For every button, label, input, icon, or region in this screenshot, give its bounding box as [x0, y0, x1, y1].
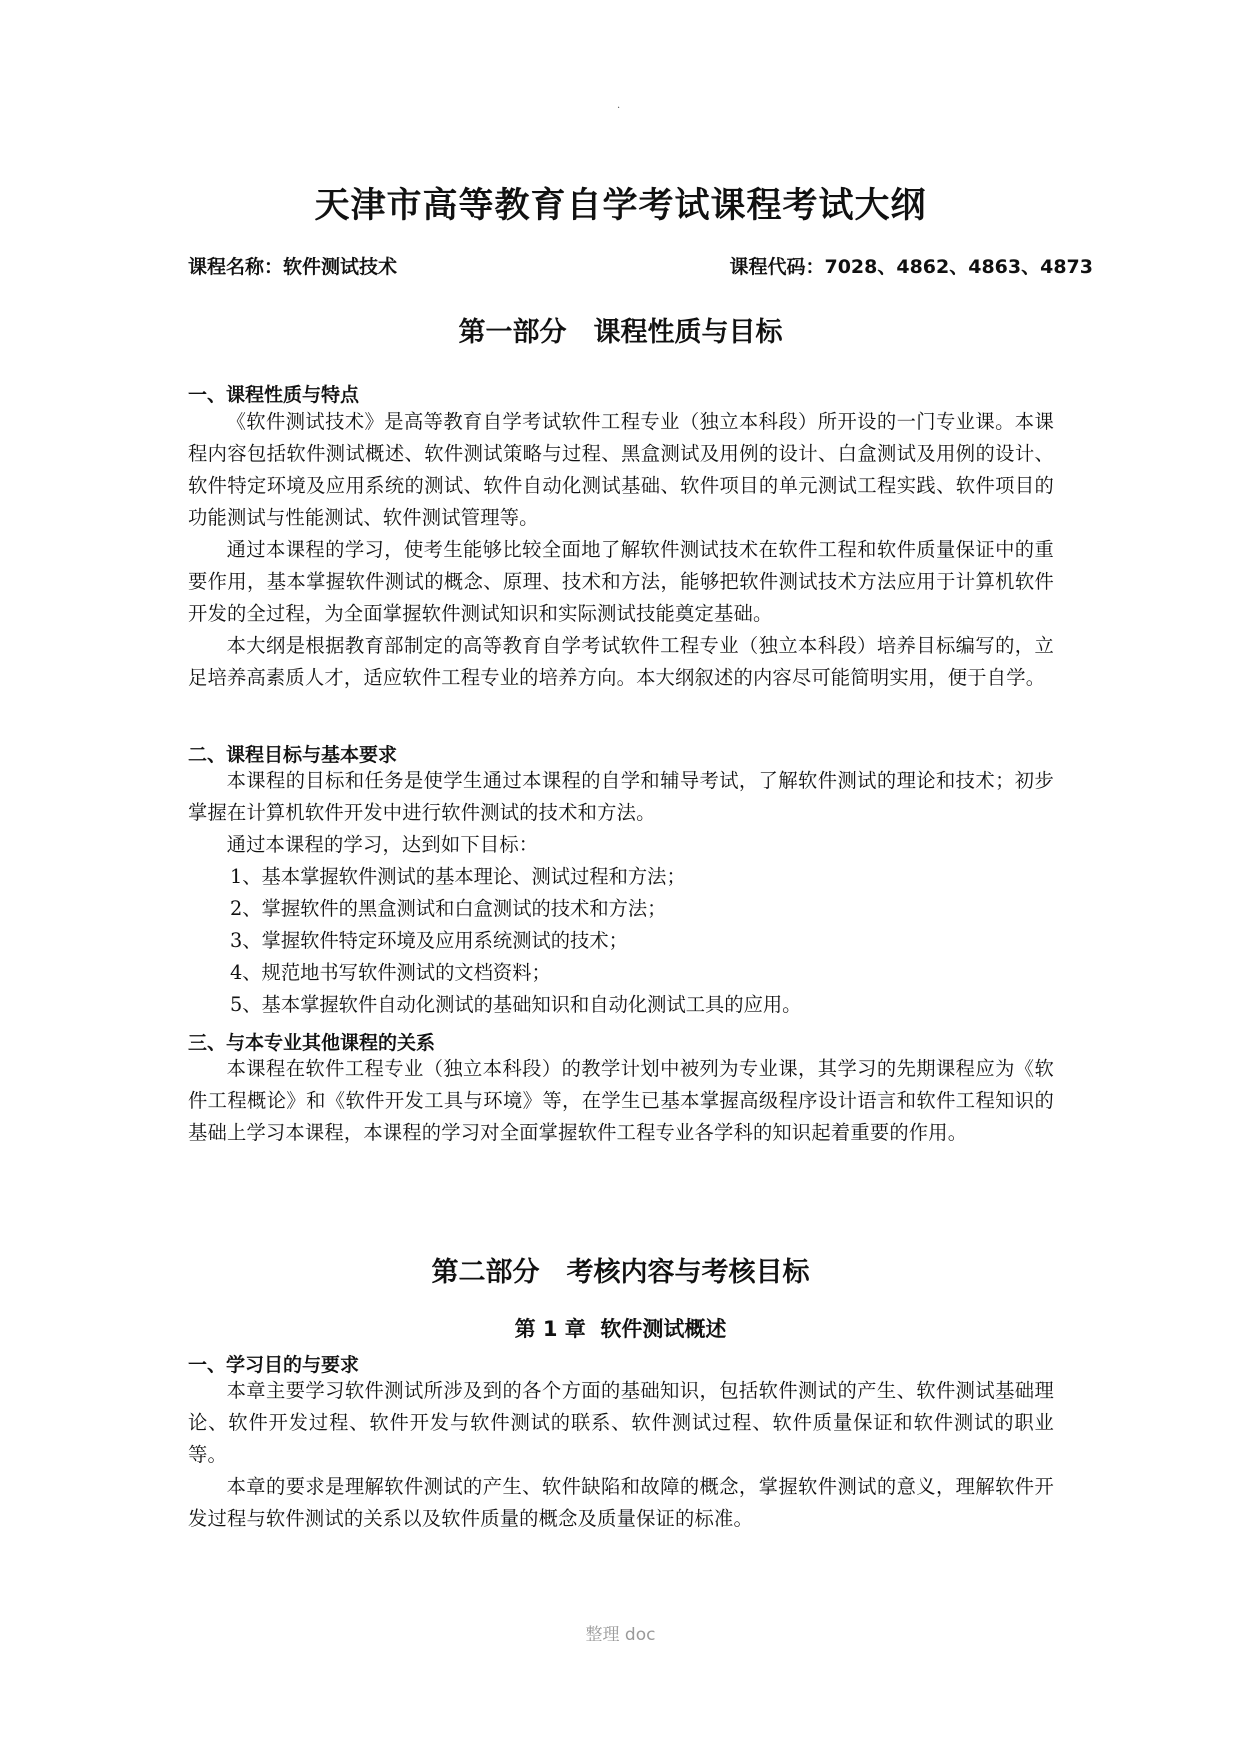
section-heading-course-goals: 二、课程目标与基本要求 — [188, 744, 398, 766]
goal-list-item: 5、基本掌握软件自动化测试的基础知识和自动化测试工具的应用。 — [230, 993, 802, 1016]
section-heading-course-relations: 三、与本专业其他课程的关系 — [188, 1032, 436, 1054]
section-heading-learning-goals: 一、学习目的与要求 — [188, 1354, 360, 1376]
paragraph-chapter-one-2: 本章的要求是理解软件测试的产生、软件缺陷和故障的概念，掌握软件测试的意义，理解软件开发过程与软件测试的关系以及软件质量的概念及质量保证的标准。 — [188, 1475, 1054, 1530]
document-title: 天津市高等教育自学考试课程考试大纲 — [314, 186, 927, 226]
chapter-one-title: 第 1 章 软件测试概述 — [514, 1317, 727, 1341]
course-code: 课程代码：7028、4862、4863、4873 — [729, 256, 1093, 278]
paragraph-course-nature-2: 通过本课程的学习，使考生能够比较全面地了解软件测试技术在软件工程和软件质量保证中的重要作用，基本掌握软件测试的概念、原理、技术和方法，能够把软件测试技术方法应用于计算机软件开发的全过程，为全面掌握软件测试知识和实际测试技能奠定基础。 — [188, 538, 1054, 625]
goal-list-item: 4、规范地书写软件测试的文档资料； — [230, 961, 551, 984]
paragraph-course-nature-3: 本大纲是根据教育部制定的高等教育自学考试软件工程专业（独立本科段）培养目标编写的，立足培养高素质人才，适应软件工程专业的培养方向。本大纲叙述的内容尽可能简明实用，便于自学。 — [188, 634, 1054, 689]
paragraph-course-goals-1: 本课程的目标和任务是使学生通过本课程的自学和辅导考试，了解软件测试的理论和技术；初步掌握在计算机软件开发中进行软件测试的技术和方法。 — [188, 769, 1054, 824]
goal-list-item: 2、掌握软件的黑盒测试和白盒测试的技术和方法； — [230, 897, 667, 920]
part-two-title: 第二部分 考核内容与考核目标 — [431, 1257, 810, 1288]
section-heading-course-nature: 一、课程性质与特点 — [188, 384, 360, 406]
part-one-title: 第一部分 课程性质与目标 — [458, 317, 783, 348]
paragraph-course-relations: 本课程在软件工程专业（独立本科段）的教学计划中被列为专业课，其学习的先期课程应为《软件工程概论》和《软件开发工具与环境》等，在学生已基本掌握高级程序设计语言和软件工程知识的基础上学习本课程，本课程的学习对全面掌握软件工程专业各学科的知识起着重要的作用。 — [188, 1057, 1054, 1144]
footer-watermark: 整理 doc — [585, 1625, 656, 1645]
top-mark: . — [617, 100, 621, 111]
course-name: 课程名称：软件测试技术 — [188, 256, 398, 278]
goal-list-item: 3、掌握软件特定环境及应用系统测试的技术； — [230, 929, 628, 952]
paragraph-course-goals-intro: 通过本课程的学习，达到如下目标： — [226, 833, 539, 856]
paragraph-chapter-one-1: 本章主要学习软件测试所涉及到的各个方面的基础知识，包括软件测试的产生、软件测试基础理论、软件开发过程、软件开发与软件测试的联系、软件测试过程、软件质量保证和软件测试的职业等。 — [188, 1379, 1054, 1466]
goal-list-item: 1、基本掌握软件测试的基本理论、测试过程和方法； — [230, 865, 686, 888]
paragraph-course-nature-1: 《软件测试技术》是高等教育自学考试软件工程专业（独立本科段）所开设的一门专业课。本课程内容包括软件测试概述、软件测试策略与过程、黑盒测试及用例的设计、白盒测试及用例的设计、软件特定环境及应用系统的测试、软件自动化测试基础、软件项目的单元测试工程实践、软件项目的功能测试与性能测试、软件测试管理等。 — [188, 410, 1054, 529]
